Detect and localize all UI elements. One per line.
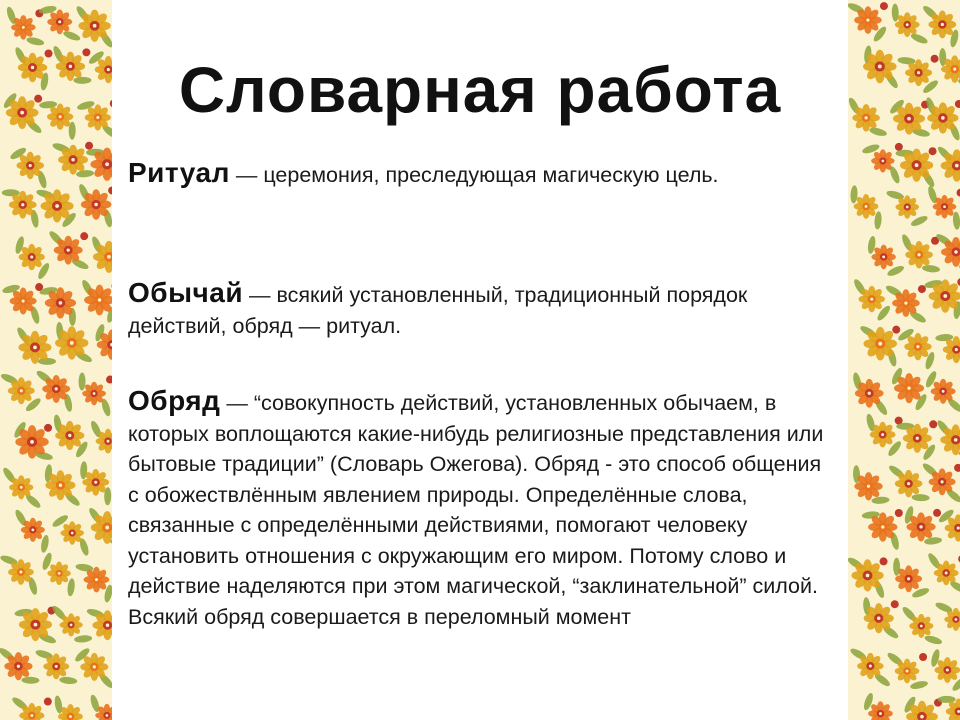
berry-icon bbox=[34, 95, 42, 103]
flower-icon bbox=[8, 377, 35, 404]
flower-icon bbox=[41, 189, 74, 222]
flower-icon bbox=[55, 421, 84, 450]
flower-icon bbox=[854, 472, 882, 500]
berry-icon bbox=[895, 509, 903, 517]
berry-icon bbox=[45, 49, 53, 57]
definition-custom-text: всякий установленный, традиционный порядок действий, обряд — ритуал. bbox=[128, 283, 748, 338]
flower-icon bbox=[19, 331, 52, 364]
term-ritual: Ритуал bbox=[128, 157, 230, 188]
flower-icon bbox=[8, 559, 34, 585]
definition-dash: — bbox=[243, 283, 277, 307]
leaf-icon bbox=[891, 4, 898, 22]
leaf-icon bbox=[67, 578, 76, 597]
flower-icon bbox=[928, 11, 956, 39]
flower-icon bbox=[56, 52, 85, 81]
floral-ornament-icon bbox=[0, 0, 112, 720]
flower-icon bbox=[81, 189, 112, 220]
flower-icon bbox=[11, 15, 36, 40]
leaf-icon bbox=[910, 214, 929, 228]
leaf-icon bbox=[76, 170, 95, 178]
leaf-icon bbox=[38, 358, 56, 365]
definition-ritual-text: церемония, преследующая магическую цель. bbox=[263, 163, 719, 187]
flower-icon bbox=[19, 244, 45, 270]
flower-icon bbox=[854, 194, 879, 219]
berry-icon bbox=[933, 509, 941, 517]
flower-icon bbox=[863, 50, 897, 84]
flower-icon bbox=[933, 195, 957, 219]
flower-icon bbox=[18, 53, 47, 82]
flower-icon bbox=[929, 468, 956, 495]
flower-icon bbox=[868, 701, 893, 720]
leaf-icon bbox=[952, 211, 960, 230]
flower-icon bbox=[15, 425, 48, 458]
flower-icon bbox=[58, 145, 88, 175]
berry-icon bbox=[44, 698, 52, 706]
flower-icon bbox=[60, 613, 83, 636]
floral-ornament-icon bbox=[848, 0, 960, 720]
term-custom: Обычай bbox=[128, 277, 244, 308]
flower-icon bbox=[47, 104, 73, 130]
leaf-icon bbox=[869, 126, 888, 137]
berry-icon bbox=[85, 142, 93, 150]
flower-icon bbox=[934, 561, 959, 586]
flower-icon bbox=[871, 149, 894, 172]
flower-icon bbox=[895, 12, 920, 37]
berry-icon bbox=[82, 48, 90, 56]
term-rite: Обряд bbox=[128, 385, 221, 416]
leaf-icon bbox=[924, 634, 943, 646]
flower-icon bbox=[82, 382, 106, 406]
flower-icon bbox=[21, 518, 45, 542]
flower-icon bbox=[854, 6, 881, 33]
flower-icon bbox=[864, 603, 894, 633]
berry-icon bbox=[44, 424, 52, 432]
flower-icon bbox=[904, 333, 931, 360]
page-title: Словарная работа bbox=[178, 54, 782, 126]
definition-custom bbox=[128, 278, 828, 341]
flower-icon bbox=[78, 10, 110, 42]
leaf-icon bbox=[911, 494, 929, 502]
flower-icon bbox=[9, 475, 33, 499]
flower-icon bbox=[906, 512, 935, 541]
flower-icon bbox=[9, 191, 37, 219]
berry-icon bbox=[892, 326, 900, 334]
leaf-icon bbox=[924, 536, 943, 545]
leaf-icon bbox=[886, 264, 905, 278]
flower-icon bbox=[857, 653, 883, 679]
definition-rite-text: “совокупность действий, установленных обычаем, в которых воплощаются какие-нибудь религиозные представления или бытовые традиции” (Словарь Ожегова). Обряд - это способ общения с обожествлённым явлением природы. Определённые слова, связанные с определёнными действиями, помогают человеку установить отношения с окружающим его миром. Потому слово и действие наделяются при этом магической, “заклинательной” силой. Всякий обряд совершается в переломный момент bbox=[128, 391, 824, 629]
flower-icon bbox=[892, 289, 920, 317]
definition-rite bbox=[128, 386, 828, 632]
flower-icon bbox=[47, 9, 72, 34]
flower-icon bbox=[16, 152, 44, 180]
flower-icon bbox=[852, 104, 879, 131]
berry-icon bbox=[929, 420, 937, 428]
leaf-icon bbox=[78, 372, 85, 390]
flower-icon bbox=[859, 286, 885, 312]
flower-icon bbox=[927, 102, 958, 133]
flower-icon bbox=[4, 652, 32, 680]
definition-ritual bbox=[128, 158, 828, 191]
flower-icon bbox=[895, 470, 922, 497]
leaf-icon bbox=[62, 29, 81, 42]
berry-icon bbox=[895, 143, 903, 151]
definition-dash: — bbox=[229, 163, 264, 187]
berry-icon bbox=[880, 2, 888, 10]
flower-icon bbox=[851, 559, 883, 591]
slide-content bbox=[112, 0, 848, 720]
flower-icon bbox=[931, 379, 956, 404]
flower-icon bbox=[905, 241, 933, 269]
left-floral-border bbox=[0, 0, 112, 720]
leaf-icon bbox=[871, 496, 889, 504]
flower-icon bbox=[871, 245, 896, 270]
flower-icon bbox=[895, 659, 920, 684]
flower-icon bbox=[84, 567, 110, 593]
flower-icon bbox=[894, 373, 924, 403]
flower-icon bbox=[934, 657, 960, 683]
flower-icon bbox=[82, 469, 109, 496]
flower-icon bbox=[85, 104, 111, 130]
flower-icon bbox=[855, 379, 884, 408]
berry-icon bbox=[929, 147, 937, 155]
berry-icon bbox=[957, 189, 960, 197]
flower-icon bbox=[900, 149, 933, 182]
leaf-icon bbox=[73, 77, 91, 84]
leaf-icon bbox=[26, 36, 45, 47]
flower-icon bbox=[60, 521, 83, 544]
flower-icon bbox=[10, 288, 37, 315]
flower-icon bbox=[909, 614, 933, 638]
leaf-icon bbox=[74, 635, 93, 644]
leaf-icon bbox=[910, 32, 929, 46]
flower-icon bbox=[868, 512, 897, 541]
berry-icon bbox=[954, 464, 960, 472]
flower-icon bbox=[6, 96, 39, 129]
berry-icon bbox=[80, 232, 88, 240]
right-floral-border bbox=[848, 0, 960, 720]
flower-icon bbox=[903, 424, 932, 453]
flower-icon bbox=[45, 287, 76, 318]
flower-icon bbox=[42, 375, 70, 403]
berry-icon bbox=[955, 100, 960, 108]
definition-dash: — bbox=[220, 391, 254, 415]
leaf-icon bbox=[59, 676, 78, 685]
berry-icon bbox=[919, 653, 927, 661]
flower-icon bbox=[54, 236, 83, 265]
berry-icon bbox=[880, 557, 888, 565]
berry-icon bbox=[931, 55, 939, 63]
flower-icon bbox=[80, 653, 108, 681]
leaf-icon bbox=[922, 264, 941, 273]
flower-icon bbox=[43, 653, 69, 679]
flower-icon bbox=[893, 103, 925, 135]
flower-icon bbox=[870, 422, 896, 448]
flower-icon bbox=[895, 565, 922, 592]
berry-icon bbox=[891, 600, 899, 608]
flower-icon bbox=[45, 470, 75, 500]
leaf-icon bbox=[910, 680, 929, 691]
leaf-icon bbox=[21, 677, 39, 684]
flower-icon bbox=[19, 608, 52, 641]
flower-icon bbox=[47, 562, 71, 586]
flower-icon bbox=[863, 327, 897, 361]
flower-icon bbox=[55, 326, 88, 359]
flower-icon bbox=[905, 59, 932, 86]
flower-icon bbox=[895, 195, 919, 219]
